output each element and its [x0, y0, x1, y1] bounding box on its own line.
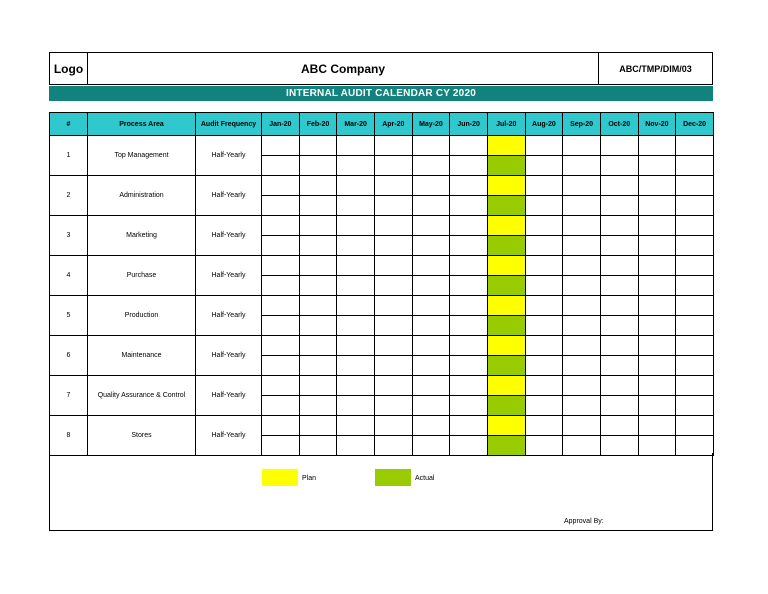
plan-month-cell[interactable] [412, 176, 450, 196]
actual-month-cell[interactable] [262, 356, 300, 376]
actual-month-cell[interactable] [600, 356, 638, 376]
plan-month-cell[interactable] [563, 336, 601, 356]
actual-month-cell[interactable] [600, 236, 638, 256]
actual-month-cell[interactable] [525, 156, 563, 176]
table-row [50, 416, 714, 436]
process-area: Marketing [88, 216, 196, 256]
actual-month-cell[interactable] [299, 236, 337, 256]
actual-month-cell[interactable] [374, 316, 412, 336]
actual-month-cell[interactable] [412, 236, 450, 256]
row-number: 1 [50, 136, 88, 176]
plan-month-cell[interactable] [600, 296, 638, 316]
plan-month-cell[interactable] [299, 256, 337, 276]
actual-month-cell[interactable] [262, 236, 300, 256]
plan-cell[interactable] [487, 376, 525, 396]
plan-month-cell[interactable] [299, 176, 337, 196]
plan-month-cell[interactable] [299, 216, 337, 236]
actual-month-cell[interactable] [337, 196, 375, 216]
plan-month-cell[interactable] [676, 296, 714, 316]
actual-month-cell[interactable] [412, 396, 450, 416]
actual-month-cell[interactable] [412, 156, 450, 176]
actual-month-cell[interactable] [374, 396, 412, 416]
plan-month-cell[interactable] [676, 176, 714, 196]
plan-month-cell[interactable] [525, 136, 563, 156]
plan-month-cell[interactable] [563, 296, 601, 316]
actual-month-cell[interactable] [450, 356, 488, 376]
plan-month-cell[interactable] [450, 216, 488, 236]
plan-month-cell[interactable] [262, 336, 300, 356]
column-header: Sep-20 [563, 113, 601, 136]
plan-month-cell[interactable] [374, 136, 412, 156]
company-name: ABC Company [300, 61, 385, 76]
audit-frequency: Half-Yearly [196, 256, 262, 296]
plan-month-cell[interactable] [600, 416, 638, 436]
actual-month-cell[interactable] [450, 196, 488, 216]
actual-month-cell[interactable] [412, 356, 450, 376]
column-header: Apr-20 [374, 113, 412, 136]
actual-month-cell[interactable] [412, 316, 450, 336]
column-header: Nov-20 [638, 113, 676, 136]
table-row [50, 296, 714, 316]
plan-month-cell[interactable] [337, 336, 375, 356]
plan-month-cell[interactable] [374, 256, 412, 276]
audit-frequency: Half-Yearly [196, 296, 262, 336]
plan-month-cell[interactable] [525, 256, 563, 276]
plan-month-cell[interactable] [600, 336, 638, 356]
actual-cell[interactable] [487, 156, 525, 176]
plan-month-cell[interactable] [563, 416, 601, 436]
audit-frequency: Half-Yearly [196, 376, 262, 416]
table-row [50, 176, 714, 196]
actual-month-cell[interactable] [525, 396, 563, 416]
plan-month-cell[interactable] [299, 416, 337, 436]
plan-cell[interactable] [487, 336, 525, 356]
actual-month-cell[interactable] [600, 396, 638, 416]
row-number: 8 [50, 416, 88, 456]
process-area: Administration [88, 176, 196, 216]
column-header: Jul-20 [487, 113, 525, 136]
actual-month-cell[interactable] [600, 276, 638, 296]
legend-actual-label: Actual [415, 475, 435, 482]
plan-month-cell[interactable] [374, 416, 412, 436]
legend-plan-label: Plan [302, 475, 317, 482]
plan-month-cell[interactable] [299, 336, 337, 356]
header-box [49, 52, 713, 85]
plan-month-cell[interactable] [600, 216, 638, 236]
actual-month-cell[interactable] [299, 276, 337, 296]
actual-cell[interactable] [487, 276, 525, 296]
actual-month-cell[interactable] [299, 316, 337, 336]
process-area: Purchase [88, 256, 196, 296]
actual-month-cell[interactable] [525, 356, 563, 376]
actual-month-cell[interactable] [262, 196, 300, 216]
plan-month-cell[interactable] [450, 176, 488, 196]
plan-month-cell[interactable] [299, 376, 337, 396]
column-header: Aug-20 [525, 113, 563, 136]
table-row [50, 216, 714, 236]
plan-month-cell[interactable] [638, 176, 676, 196]
column-header: May-20 [412, 113, 450, 136]
plan-month-cell[interactable] [563, 256, 601, 276]
actual-month-cell[interactable] [676, 276, 714, 296]
column-header: Audit Frequency [196, 113, 262, 136]
table-header-row [50, 113, 714, 136]
audit-frequency: Half-Yearly [196, 176, 262, 216]
plan-month-cell[interactable] [638, 136, 676, 156]
actual-month-cell[interactable] [374, 236, 412, 256]
plan-month-cell[interactable] [600, 256, 638, 276]
plan-month-cell[interactable] [299, 136, 337, 156]
plan-month-cell[interactable] [412, 296, 450, 316]
plan-month-cell[interactable] [299, 296, 337, 316]
plan-month-cell[interactable] [412, 336, 450, 356]
actual-month-cell[interactable] [676, 396, 714, 416]
plan-month-cell[interactable] [676, 216, 714, 236]
plan-month-cell[interactable] [450, 376, 488, 396]
plan-month-cell[interactable] [337, 296, 375, 316]
row-number: 5 [50, 296, 88, 336]
plan-month-cell[interactable] [525, 336, 563, 356]
plan-month-cell[interactable] [337, 136, 375, 156]
table-row [50, 256, 714, 276]
column-header: Mar-20 [337, 113, 375, 136]
actual-month-cell[interactable] [337, 236, 375, 256]
plan-month-cell[interactable] [525, 416, 563, 436]
row-number: 3 [50, 216, 88, 256]
plan-month-cell[interactable] [563, 376, 601, 396]
actual-month-cell[interactable] [638, 276, 676, 296]
plan-month-cell[interactable] [450, 336, 488, 356]
actual-month-cell[interactable] [600, 156, 638, 176]
plan-month-cell[interactable] [525, 296, 563, 316]
plan-month-cell[interactable] [374, 336, 412, 356]
actual-month-cell[interactable] [563, 356, 601, 376]
process-area: Quality Assurance & Control [88, 376, 196, 416]
audit-frequency: Half-Yearly [196, 216, 262, 256]
legend-plan-swatch [262, 469, 298, 486]
audit-frequency: Half-Yearly [196, 336, 262, 376]
plan-month-cell[interactable] [374, 216, 412, 236]
process-area: Maintenance [88, 336, 196, 376]
actual-cell[interactable] [487, 316, 525, 336]
row-number: 6 [50, 336, 88, 376]
actual-month-cell[interactable] [676, 196, 714, 216]
footer-box [49, 453, 713, 531]
actual-month-cell[interactable] [563, 316, 601, 336]
plan-cell[interactable] [487, 416, 525, 436]
plan-month-cell[interactable] [412, 376, 450, 396]
logo: Logo [50, 53, 88, 84]
actual-month-cell[interactable] [374, 356, 412, 376]
plan-month-cell[interactable] [262, 176, 300, 196]
actual-month-cell[interactable] [337, 316, 375, 336]
actual-month-cell[interactable] [563, 276, 601, 296]
actual-month-cell[interactable] [412, 276, 450, 296]
actual-month-cell[interactable] [262, 316, 300, 336]
plan-month-cell[interactable] [638, 256, 676, 276]
row-number: 2 [50, 176, 88, 216]
actual-month-cell[interactable] [563, 196, 601, 216]
plan-cell[interactable] [487, 136, 525, 156]
column-header: Jun-20 [450, 113, 488, 136]
table-row [50, 376, 714, 396]
actual-month-cell[interactable] [600, 316, 638, 336]
plan-month-cell[interactable] [525, 216, 563, 236]
actual-month-cell[interactable] [525, 276, 563, 296]
actual-month-cell[interactable] [676, 156, 714, 176]
row-number: 7 [50, 376, 88, 416]
actual-month-cell[interactable] [638, 396, 676, 416]
actual-month-cell[interactable] [374, 276, 412, 296]
plan-month-cell[interactable] [676, 336, 714, 356]
plan-month-cell[interactable] [450, 416, 488, 436]
plan-month-cell[interactable] [638, 336, 676, 356]
actual-month-cell[interactable] [374, 156, 412, 176]
column-header: Feb-20 [299, 113, 337, 136]
actual-cell[interactable] [487, 236, 525, 256]
plan-month-cell[interactable] [262, 296, 300, 316]
plan-month-cell[interactable] [563, 176, 601, 196]
actual-cell[interactable] [487, 396, 525, 416]
process-area: Production [88, 296, 196, 336]
audit-calendar-table [49, 112, 714, 456]
actual-month-cell[interactable] [412, 196, 450, 216]
process-area: Top Management [88, 136, 196, 176]
plan-month-cell[interactable] [412, 136, 450, 156]
actual-month-cell[interactable] [337, 276, 375, 296]
plan-month-cell[interactable] [676, 416, 714, 436]
actual-month-cell[interactable] [525, 236, 563, 256]
plan-month-cell[interactable] [676, 256, 714, 276]
column-header: Process Area [88, 113, 196, 136]
plan-month-cell[interactable] [638, 296, 676, 316]
actual-month-cell[interactable] [450, 316, 488, 336]
actual-month-cell[interactable] [299, 196, 337, 216]
actual-month-cell[interactable] [262, 396, 300, 416]
plan-month-cell[interactable] [374, 376, 412, 396]
actual-month-cell[interactable] [299, 396, 337, 416]
plan-month-cell[interactable] [638, 416, 676, 436]
actual-month-cell[interactable] [262, 276, 300, 296]
plan-month-cell[interactable] [412, 256, 450, 276]
actual-month-cell[interactable] [676, 356, 714, 376]
plan-month-cell[interactable] [450, 136, 488, 156]
plan-month-cell[interactable] [450, 296, 488, 316]
actual-month-cell[interactable] [638, 196, 676, 216]
actual-month-cell[interactable] [337, 156, 375, 176]
actual-month-cell[interactable] [299, 156, 337, 176]
actual-cell[interactable] [487, 196, 525, 216]
plan-month-cell[interactable] [262, 416, 300, 436]
plan-cell[interactable] [487, 216, 525, 236]
plan-month-cell[interactable] [525, 176, 563, 196]
plan-month-cell[interactable] [262, 256, 300, 276]
actual-month-cell[interactable] [262, 156, 300, 176]
plan-month-cell[interactable] [563, 136, 601, 156]
plan-month-cell[interactable] [450, 256, 488, 276]
approval-label: Approval By: [564, 518, 604, 525]
plan-month-cell[interactable] [262, 376, 300, 396]
plan-month-cell[interactable] [600, 376, 638, 396]
actual-month-cell[interactable] [525, 196, 563, 216]
process-area: Stores [88, 416, 196, 456]
column-header: Dec-20 [676, 113, 714, 136]
actual-month-cell[interactable] [563, 236, 601, 256]
plan-month-cell[interactable] [600, 176, 638, 196]
row-number: 4 [50, 256, 88, 296]
plan-month-cell[interactable] [337, 216, 375, 236]
actual-month-cell[interactable] [450, 396, 488, 416]
actual-month-cell[interactable] [563, 156, 601, 176]
plan-month-cell[interactable] [412, 216, 450, 236]
actual-month-cell[interactable] [374, 196, 412, 216]
actual-month-cell[interactable] [563, 396, 601, 416]
plan-month-cell[interactable] [337, 416, 375, 436]
plan-month-cell[interactable] [262, 136, 300, 156]
plan-month-cell[interactable] [337, 176, 375, 196]
plan-month-cell[interactable] [374, 296, 412, 316]
actual-month-cell[interactable] [638, 236, 676, 256]
plan-month-cell[interactable] [262, 216, 300, 236]
actual-month-cell[interactable] [676, 316, 714, 336]
plan-cell[interactable] [487, 256, 525, 276]
plan-month-cell[interactable] [638, 216, 676, 236]
plan-month-cell[interactable] [563, 216, 601, 236]
column-header: Oct-20 [600, 113, 638, 136]
plan-month-cell[interactable] [600, 136, 638, 156]
table-row [50, 336, 714, 356]
actual-month-cell[interactable] [450, 156, 488, 176]
table-row [50, 136, 714, 156]
audit-frequency: Half-Yearly [196, 416, 262, 456]
actual-month-cell[interactable] [299, 356, 337, 376]
plan-month-cell[interactable] [374, 176, 412, 196]
actual-month-cell[interactable] [676, 236, 714, 256]
actual-month-cell[interactable] [450, 236, 488, 256]
plan-month-cell[interactable] [412, 416, 450, 436]
actual-month-cell[interactable] [450, 276, 488, 296]
legend-actual-swatch [375, 469, 411, 486]
plan-month-cell[interactable] [638, 376, 676, 396]
actual-month-cell[interactable] [638, 316, 676, 336]
plan-month-cell[interactable] [525, 376, 563, 396]
column-header: # [50, 113, 88, 136]
actual-month-cell[interactable] [638, 156, 676, 176]
document-code: ABC/TMP/DIM/03 [598, 53, 712, 84]
actual-month-cell[interactable] [337, 356, 375, 376]
column-header: Jan-20 [262, 113, 300, 136]
actual-month-cell[interactable] [525, 316, 563, 336]
plan-month-cell[interactable] [676, 376, 714, 396]
audit-frequency: Half-Yearly [196, 136, 262, 176]
plan-month-cell[interactable] [676, 136, 714, 156]
actual-month-cell[interactable] [638, 356, 676, 376]
plan-month-cell[interactable] [337, 256, 375, 276]
plan-cell[interactable] [487, 176, 525, 196]
actual-cell[interactable] [487, 356, 525, 376]
plan-cell[interactable] [487, 296, 525, 316]
plan-month-cell[interactable] [337, 376, 375, 396]
actual-month-cell[interactable] [337, 396, 375, 416]
calendar-title: INTERNAL AUDIT CALENDAR CY 2020 [49, 86, 713, 101]
actual-month-cell[interactable] [600, 196, 638, 216]
